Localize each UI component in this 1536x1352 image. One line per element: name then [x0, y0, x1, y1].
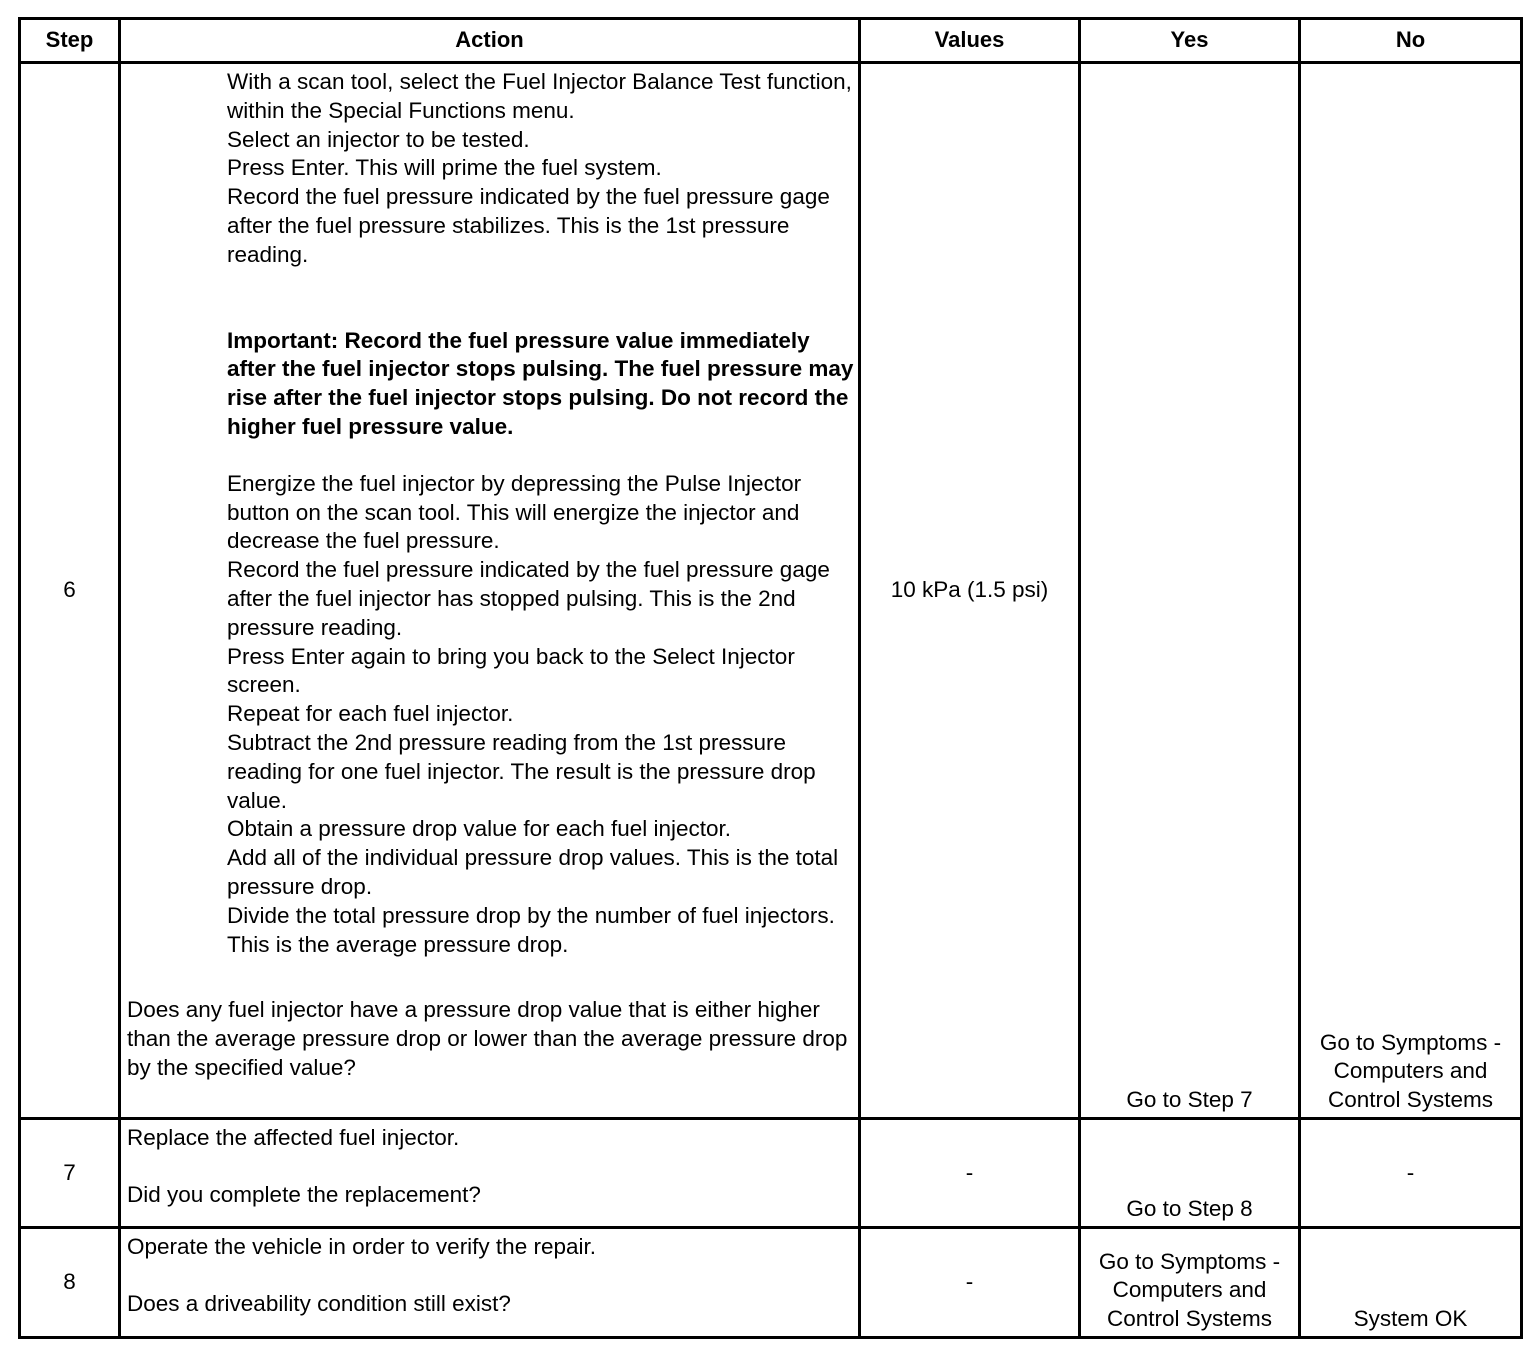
diagnostic-table	[18, 17, 1523, 1339]
instruction: Obtain a pressure drop value for each fuel injector.	[227, 816, 732, 842]
action-cell	[120, 1228, 860, 1338]
instruction-list	[127, 68, 854, 959]
header-row	[20, 19, 1522, 63]
values-cell: -	[860, 1228, 1080, 1338]
instruction: Add all of the individual pressure drop values. This is the total pressure drop.	[227, 845, 839, 899]
step-number: 7	[20, 1119, 120, 1228]
no-cell: Go to Symptoms - Computers and Control Systems	[1300, 63, 1522, 1119]
instruction: Operate the vehicle in order to verify the repair.	[127, 1234, 596, 1259]
yes-cell: Go to Step 8	[1080, 1119, 1300, 1228]
step-number: 8	[20, 1228, 120, 1338]
header-action: Action	[120, 19, 860, 63]
action-cell	[120, 63, 860, 1119]
instruction: Record the fuel pressure indicated by the fuel pressure gage after the fuel pressure stabilizes. This is the 1st pressure reading.	[227, 184, 830, 267]
important-note: Important: Record the fuel pressure value immediately after the fuel injector stops pulsing. The fuel pressure may rise after the fuel injector stops pulsing. Do not record the higher fuel pressure value.	[227, 327, 854, 439]
instruction: With a scan tool, select the Fuel Injector Balance Test function, within the Special Functions menu.	[227, 69, 852, 123]
no-cell: System OK	[1300, 1228, 1522, 1338]
step-number: 6	[20, 63, 120, 1119]
question: Does a driveability condition still exist?	[127, 1290, 511, 1316]
instruction: Subtract the 2nd pressure reading from the 1st pressure reading for one fuel injector. The result is the pressure drop value.	[227, 729, 816, 813]
values-cell: -	[860, 1119, 1080, 1228]
instruction: Repeat for each fuel injector.	[227, 701, 514, 727]
action-cell	[120, 1119, 860, 1228]
header-no: No	[1300, 19, 1522, 63]
instruction: Press Enter. This will prime the fuel system.	[227, 155, 662, 181]
yes-cell: Go to Step 7	[1080, 63, 1300, 1119]
instruction: Record the fuel pressure indicated by the fuel pressure gage after the fuel injector has stopped pulsing. This is the 2nd pressure reading.	[227, 557, 830, 640]
table-row	[20, 63, 1522, 1119]
header-yes: Yes	[1080, 19, 1300, 63]
instruction: Energize the fuel injector by depressing the Pulse Injector button on the scan tool. This will energize the injector and decrease the fuel pressure.	[227, 470, 802, 554]
table-row	[20, 1119, 1522, 1228]
yes-cell: Go to Symptoms - Computers and Control Systems	[1080, 1228, 1300, 1338]
header-step: Step	[20, 19, 120, 63]
instruction: Divide the total pressure drop by the number of fuel injectors. This is the average pressure drop.	[227, 902, 835, 957]
question: Does any fuel injector have a pressure drop value that is either higher than the average pressure drop or lower than the average pressure drop by the specified value?	[127, 997, 848, 1080]
question: Did you complete the replacement?	[127, 1181, 481, 1207]
header-values: Values	[860, 19, 1080, 63]
table-row	[20, 1228, 1522, 1338]
instruction: Replace the affected fuel injector.	[127, 1125, 460, 1150]
instruction: Select an injector to be tested.	[227, 126, 530, 152]
values-cell: 10 kPa (1.5 psi)	[860, 63, 1080, 1119]
no-cell: -	[1300, 1119, 1522, 1228]
instruction: Press Enter again to bring you back to the Select Injector screen.	[227, 643, 795, 698]
